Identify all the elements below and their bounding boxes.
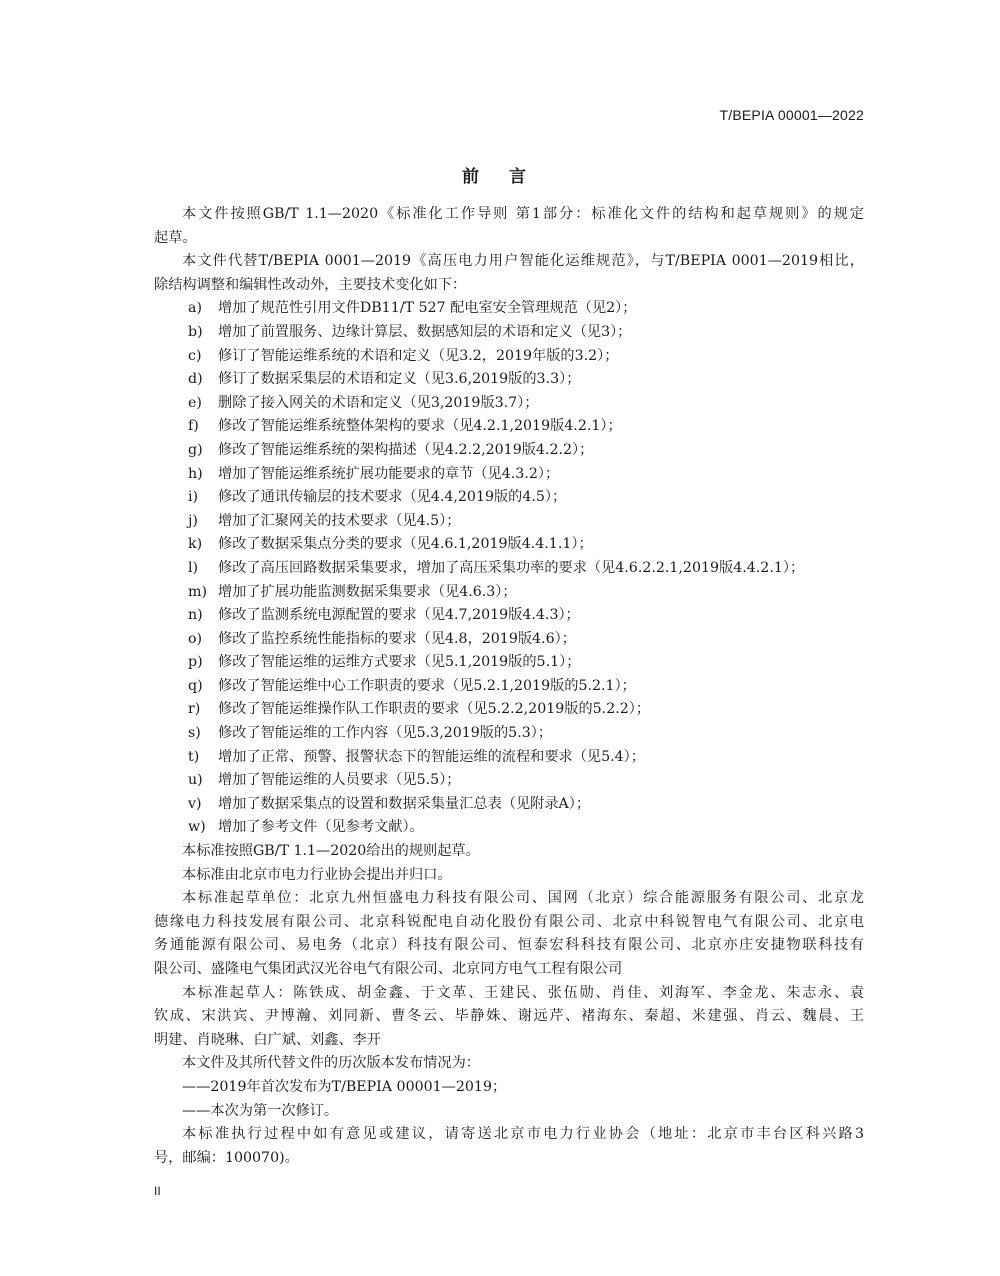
list-item-marker: p) (188, 654, 203, 671)
paragraph-line: 除结构调整和编辑性改动外，主要技术变化如下： (154, 276, 467, 293)
paragraph-line: 本文件代替T/BEPIA 0001—2019《高压电力用户智能化运维规范》，与T/BEPIA 0001—2019相比， (182, 253, 864, 270)
list-item-text: 修订了数据采集层的术语和定义（见3.6,2019版的3.3）； (218, 371, 581, 388)
list-item (154, 651, 864, 675)
list-item-text: 修改了智能运维的工作内容（见5.3,2019版的5.3）； (218, 725, 553, 742)
standard-code: T/BEPIA 00001—2022 (719, 107, 864, 123)
list-item-text: 增加了参考文件（见参考文献）。 (218, 819, 424, 836)
list-item-text: 增加了智能运维的人员要求（见5.5）； (218, 772, 461, 789)
paragraph-line: 本标准由北京市电力行业协会提出并归口。 (182, 866, 452, 883)
page-number: II (154, 1184, 161, 1198)
list-item (154, 604, 864, 628)
list-item (154, 746, 864, 770)
list-item-text: 增加了正常、预警、报警状态下的智能运维的流程和要求（见5.4）； (218, 748, 645, 765)
list-item-text: 修改了监控系统性能指标的要求（见4.8，2019版4.6）； (218, 630, 576, 647)
list-item (154, 675, 864, 699)
list-item-marker: g) (188, 441, 203, 458)
list-item-text: 修改了智能运维系统的架构描述（见4.2.2,2019版4.2.2）； (218, 441, 594, 458)
list-item (154, 486, 864, 510)
list-item (154, 816, 864, 840)
foreword-body (154, 203, 864, 1170)
list-item-text: 修改了高压回路数据采集要求，增加了高压采集功率的要求（见4.6.2.2.1,2019版4.4.2.1）； (218, 559, 805, 576)
paragraph-line: 本文件及其所代替文件的历次版本发布情况为： (182, 1055, 480, 1072)
list-item-marker: i) (188, 489, 199, 506)
list-item (154, 557, 864, 581)
paragraph-line: 起草。 (154, 229, 197, 246)
list-item-marker: f) (188, 418, 199, 435)
paragraph-line: 号，邮编：100070)。 (154, 1149, 299, 1166)
paragraph-line: 明建、肖晓琳、白广斌、刘鑫、李开 (154, 1031, 382, 1048)
list-item (154, 439, 864, 463)
list-item-text: 修改了智能运维的运维方式要求（见5.1,2019版的5.1）； (218, 654, 581, 671)
paragraph-line: 本标准按照GB/T 1.1—2020给出的规则起草。 (182, 843, 480, 860)
list-item-marker: u) (188, 772, 203, 789)
list-item-marker: k) (188, 536, 203, 553)
list-item-marker: j) (188, 512, 198, 529)
paragraph-line: ——2019年首次发布为T/BEPIA 00001—2019； (182, 1078, 507, 1095)
list-item (154, 722, 864, 746)
list-item-marker: m) (188, 583, 207, 600)
list-item-text: 修改了数据采集点分类的要求（见4.6.1,2019版4.4.1.1）； (218, 536, 593, 553)
list-item-marker: d) (188, 371, 203, 388)
list-item-marker: n) (188, 607, 203, 624)
list-item-text: 修订了智能运维系统的术语和定义（见3.2，2019年版的3.2）； (218, 347, 619, 364)
list-item (154, 297, 864, 321)
list-item-marker: h) (188, 465, 203, 482)
paragraph-line: 钦成、宋洪宾、尹博瀚、刘同新、曹冬云、毕静姝、谢远芹、褚海东、秦超、米建强、肖云、魏晨、王 (154, 1008, 864, 1025)
list-item (154, 698, 864, 722)
paragraph-line: 本标准执行过程中如有意见或建议，请寄送北京市电力行业协会（地址：北京市丰台区科兴路3 (182, 1126, 864, 1143)
list-item-marker: l) (188, 559, 199, 576)
list-item (154, 415, 864, 439)
list-item (154, 463, 864, 487)
list-item (154, 533, 864, 557)
list-item-marker: v) (188, 795, 202, 812)
page-title: 前 言 (462, 167, 538, 187)
list-item (154, 581, 864, 605)
list-item-marker: c) (188, 347, 202, 364)
list-item-marker: b) (188, 323, 203, 340)
paragraph-line: 本标准起草人：陈铁成、胡金鑫、于文革、王建民、张伍勋、肖佳、刘海军、李金龙、朱志永、袁 (182, 984, 864, 1001)
list-item (154, 345, 864, 369)
paragraph-line: 务通能源有限公司、易电务（北京）科技有限公司、恒泰宏科科技有限公司、北京亦庄安捷物联科技有 (154, 937, 864, 954)
list-item-text: 修改了智能运维系统整体架构的要求（见4.2.1,2019版4.2.1）； (218, 418, 622, 435)
list-item-text: 增加了规范性引用文件DB11/T 527 配电室安全管理规范（见2）； (218, 300, 637, 317)
paragraph-line: 德缘电力科技发展有限公司、北京科锐配电自动化股份有限公司、北京中科锐智电气有限公司、北京电 (154, 913, 864, 930)
paragraph-line: 本文件按照GB/T 1.1—2020《标准化工作导则 第1部分：标准化文件的结构和起草规则》的规定 (182, 206, 864, 222)
list-item (154, 392, 864, 416)
paragraph-line: 本标准起草单位：北京九州恒盛电力科技有限公司、国网（北京）综合能源服务有限公司、北京龙 (182, 890, 864, 907)
list-item-marker: s) (188, 725, 201, 742)
change-list (154, 297, 864, 840)
list-item-marker: t) (188, 748, 200, 765)
list-item-text: 增加了前置服务、边缘计算层、数据感知层的术语和定义（见3）； (218, 323, 632, 340)
list-item-text: 删除了接入网关的术语和定义（见3,2019版3.7）； (218, 394, 539, 411)
list-item-text: 修改了智能运维中心工作职责的要求（见5.2.1,2019版的5.2.1）； (218, 677, 636, 694)
list-item-marker: o) (188, 630, 203, 647)
paragraph-line: 限公司、盛隆电气集团武汉光谷电气有限公司、北京同方电气工程有限公司 (154, 961, 623, 977)
list-item-marker: a) (188, 300, 202, 317)
list-item (154, 368, 864, 392)
list-item-text: 修改了监测系统电源配置的要求（见4.7,2019版4.4.3）； (218, 607, 580, 624)
list-item-text: 增加了汇聚网关的技术要求（见4.5）； (218, 512, 461, 529)
list-item-text: 增加了数据采集点的设置和数据采集量汇总表（见附录A）； (218, 795, 591, 812)
paragraph-line: ——本次为第一次修订。 (182, 1102, 339, 1119)
list-item-text: 增加了智能运维系统扩展功能要求的章节（见4.3.2）； (218, 465, 560, 482)
list-item (154, 321, 864, 345)
list-item (154, 769, 864, 793)
list-item-marker: e) (188, 394, 202, 411)
list-item (154, 793, 864, 817)
list-item (154, 628, 864, 652)
list-item (154, 510, 864, 534)
list-item-text: 增加了扩展功能监测数据采集要求（见4.6.3）； (218, 583, 517, 600)
list-item-text: 修改了通讯传输层的技术要求（见4.4,2019版的4.5）； (218, 489, 567, 506)
list-item-text: 修改了智能运维操作队工作职责的要求（见5.2.2,2019版的5.2.2）； (218, 701, 651, 718)
list-item-marker: w) (188, 819, 206, 836)
list-item-marker: q) (188, 677, 203, 694)
list-item-marker: r) (188, 701, 201, 718)
